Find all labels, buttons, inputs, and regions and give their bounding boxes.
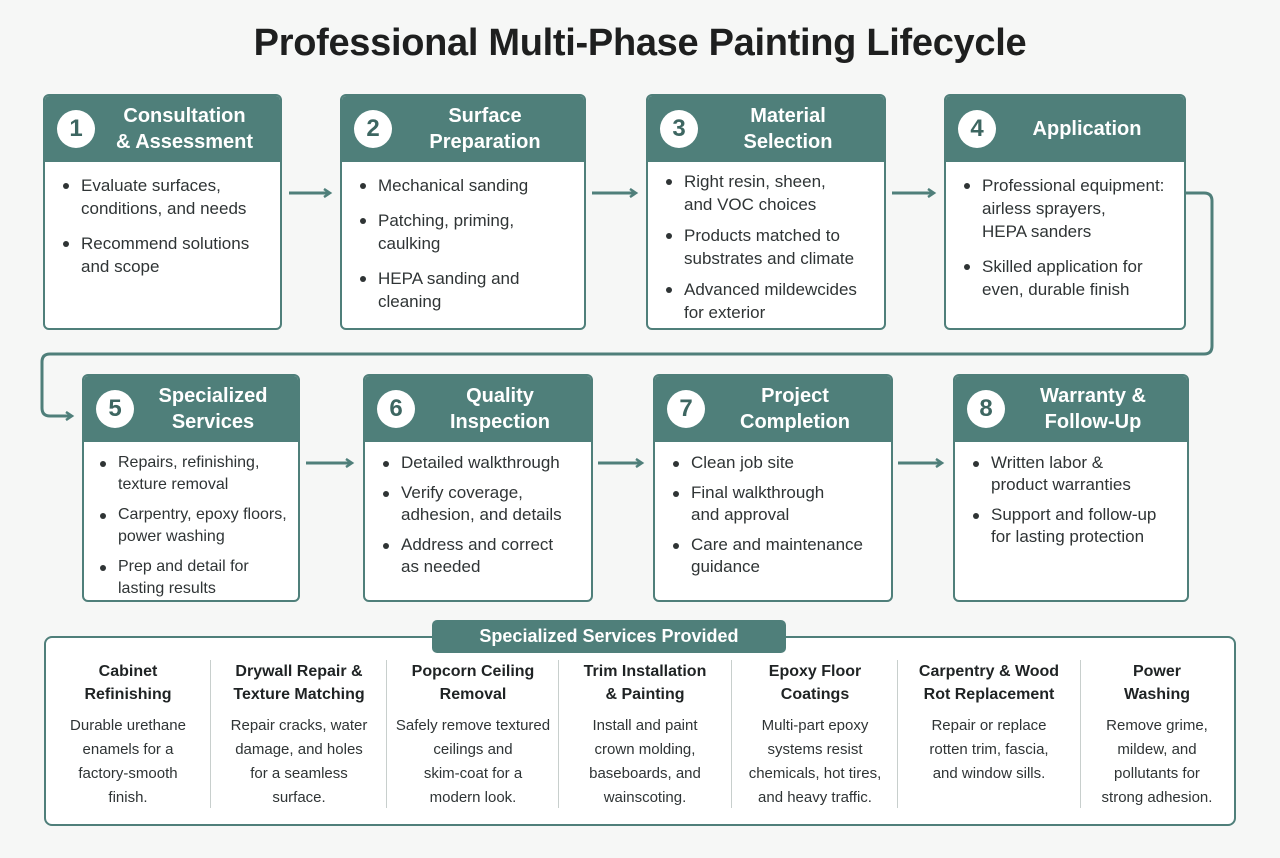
phase-bullet: Address and correct as needed [379,534,581,578]
phase-number: 5 [96,390,134,428]
service-carpentry [899,660,1079,810]
service-epoxy-floor [733,660,897,810]
phase-bullet: HEPA sanding and cleaning [356,267,574,313]
service-description: Install and paint crown molding, baseboards, and wainscoting. [589,717,701,806]
service-cabinet-refinishing [48,660,208,810]
phase-title: Quality Inspection [449,385,550,433]
service-description: Repair cracks, water damage, and holes for a seamless surface. [230,717,368,806]
phase-bullet: Prep and detail for lasting results [96,556,294,600]
phase-card-6 [363,374,593,602]
phase-bullet: Professional equipment: airless sprayers, HEPA sanders [960,174,1178,243]
service-description: Remove grime, mildew, and pollutants for strong adhesion. [1101,717,1213,806]
phase-number: 4 [958,110,996,148]
services-heading: Specialized Services Provided [432,620,786,653]
phase-bullet: Care and maintenance guidance [669,534,881,578]
phase-title: Project Completion [740,385,850,433]
divider [897,660,898,808]
phase-bullet: Repairs, refinishing, texture removal [96,452,294,496]
divider [558,660,559,808]
service-title: Power Washing [1123,663,1191,703]
phase-number: 1 [57,110,95,148]
service-trim-installation [560,660,730,810]
phase-title: Consultation & Assessment [115,105,254,153]
phase-number: 3 [660,110,698,148]
phase-bullet: Carpentry, epoxy floors, power washing [96,504,294,548]
phase-bullet: Recommend solutions and scope [59,232,270,278]
phase-bullet: Verify coverage, adhesion, and details [379,482,581,526]
service-power-washing [1082,660,1232,810]
phase-header [365,376,591,442]
phase-title: Material Selection [743,105,833,153]
phase-header [84,376,298,442]
phase-number: 7 [667,390,705,428]
divider [1080,660,1081,808]
phase-bullet: Products matched to substrates and climate [662,224,874,270]
phase-card-4 [944,94,1186,330]
phase-number: 2 [354,110,392,148]
divider [731,660,732,808]
phase-card-5 [82,374,300,602]
phase-header [946,96,1184,162]
phase-card-2 [340,94,586,330]
phase-bullet: Patching, priming, caulking [356,209,574,255]
phase-card-7 [653,374,893,602]
phase-bullet: Mechanical sanding [356,174,574,197]
phase-bullet: Right resin, sheen, and VOC choices [662,170,874,216]
service-popcorn-ceiling [388,660,558,810]
service-title: Drywall Repair & Texture Matching [233,663,365,703]
service-description: Multi-part epoxy systems resist chemicals, hot tires, and heavy traffic. [748,717,882,806]
page-title: Professional Multi-Phase Painting Lifecycle [253,22,1027,64]
phase-header [955,376,1187,442]
service-title: Epoxy Floor Coatings [768,663,862,703]
service-title: Cabinet Refinishing [84,663,172,703]
service-title: Carpentry & Wood Rot Replacement [918,663,1060,703]
phase-number: 8 [967,390,1005,428]
phase-title: Warranty & Follow-Up [1040,385,1146,433]
service-title: Popcorn Ceiling Removal [411,663,535,703]
service-description: Durable urethane enamels for a factory-smooth finish. [70,717,186,806]
phase-card-1 [43,94,282,330]
phase-header [342,96,584,162]
phase-bullet: Advanced mildewcides for exterior [662,278,874,324]
service-description: Repair or replace rotten trim, fascia, and window sills. [929,717,1049,782]
service-title: Trim Installation & Painting [583,663,707,703]
service-drywall-repair [212,660,386,810]
divider [210,660,211,808]
phase-header [648,96,884,162]
phase-bullet: Written labor & product warranties [969,452,1177,496]
phase-title: Application [1032,118,1142,140]
phase-header [45,96,280,162]
phase-title: Surface Preparation [429,105,541,153]
phase-bullet: Evaluate surfaces, conditions, and needs [59,174,270,220]
phase-title: Specialized Services [158,385,268,433]
phase-number: 6 [377,390,415,428]
phase-bullet: Final walkthrough and approval [669,482,881,526]
phase-bullet: Support and follow-up for lasting protection [969,504,1177,548]
divider [386,660,387,808]
phase-card-3 [646,94,886,330]
phase-header [655,376,891,442]
phase-bullet: Clean job site [669,452,881,474]
phase-bullet: Skilled application for even, durable finish [960,255,1178,301]
service-description: Safely remove textured ceilings and skim-coat for a modern look. [395,717,551,806]
phase-card-8 [953,374,1189,602]
phase-bullet: Detailed walkthrough [379,452,581,474]
